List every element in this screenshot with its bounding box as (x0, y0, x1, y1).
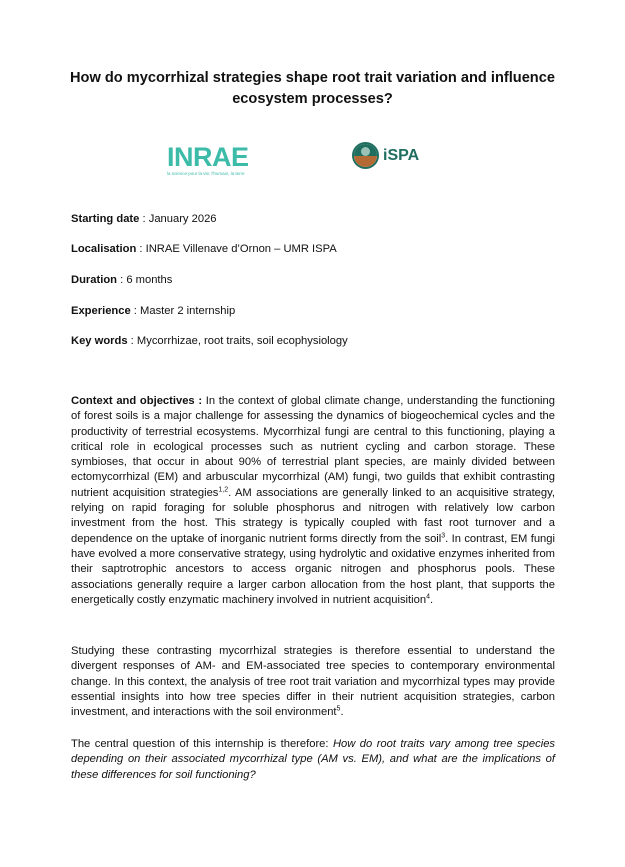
ispa-logo-word: iSPA (383, 146, 420, 164)
inrae-logo-tagline: la science pour la vie, l'humain, la terre (167, 171, 245, 176)
inrae-logo-word: INRAE (167, 142, 249, 172)
tree-roots-icon (352, 142, 379, 169)
meta-key-words: Key words : Mycorrhizae, root traits, soil ecophysiology (71, 335, 348, 347)
meta-localisation: Localisation : INRAE Villenave d’Ornon – UMR ISPA (71, 243, 337, 255)
context-heading: Context and objectives : (71, 395, 203, 407)
ispa-logo (352, 142, 419, 169)
central-question-paragraph: The central question of this internship is therefore: How do root traits vary among tree species depending on their associated mycorrhizal type (AM vs. EM), and what are the implications of these differences for soil functioning? (71, 738, 556, 781)
central-question: How do root traits vary among tree species depending on their associated mycorrhizal type (AM vs. EM), and what are the implications of these differences for soil functioning? (71, 738, 556, 781)
meta-duration: Duration : 6 months (71, 274, 173, 286)
studying-paragraph: Studying these contrasting mycorrhizal strategies is therefore essential to understand the divergent responses of AM- and EM-associated tree species to contemporary environmental change. In this context, the analysis of tree root trait variation and mycorrhizal types may provide essential insights into how tree species differ in their nutrient acquisition strategies, carbon investment, and interactions with the soil environment$^5$. (71, 645, 555, 719)
logo-bar (0, 140, 625, 180)
document-title: How do mycorrhizal strategies shape root trait variation and influence ecosystem processes? (70, 70, 555, 107)
inrae-logo (167, 143, 249, 176)
meta-starting-date: Starting date : January 2026 (71, 213, 217, 225)
meta-experience: Experience : Master 2 internship (71, 305, 236, 317)
context-paragraph: Context and objectives : In the context of global climate change, understanding the functioning of forest soils is a major challenge for assessing the dynamics of biogeochemical cycles and the productivity of terrestrial ecosystems. Mycorrhizal fungi are central to this functioning, playing a critical role in ecological processes such as nutrient cycling and carbon storage. These symbioses, that occur in about 90% of terrestrial plant species, are mainly divided between ectomycorrhizal (EM) and arbuscular mycorrhizal (AM) fungi, two guilds that exhibit contrasting nutrient acquisition strategies$^{1,2}$. AM associations are generally linked to an acquisitive strategy, relying on rapid foraging for soluble phosphorus and nitrogen with relatively low carbon investment from the host. This strategy is typically coupled with fast root turnover and a dependence on the uptake of inorganic nutrient forms directly from the soil$^3$. In contrast, EM fungi have evolved a more conservative strategy, using hydrolytic and oxidative enzymes inherited from their saptrotrophic ancestors to access organic nitrogen and phosphorus pools. These associations generally require a larger carbon allocation from the host plant, that supports the energetically costly enzymatic machinery involved in nutrient acquisition$^4$. (71, 395, 555, 606)
